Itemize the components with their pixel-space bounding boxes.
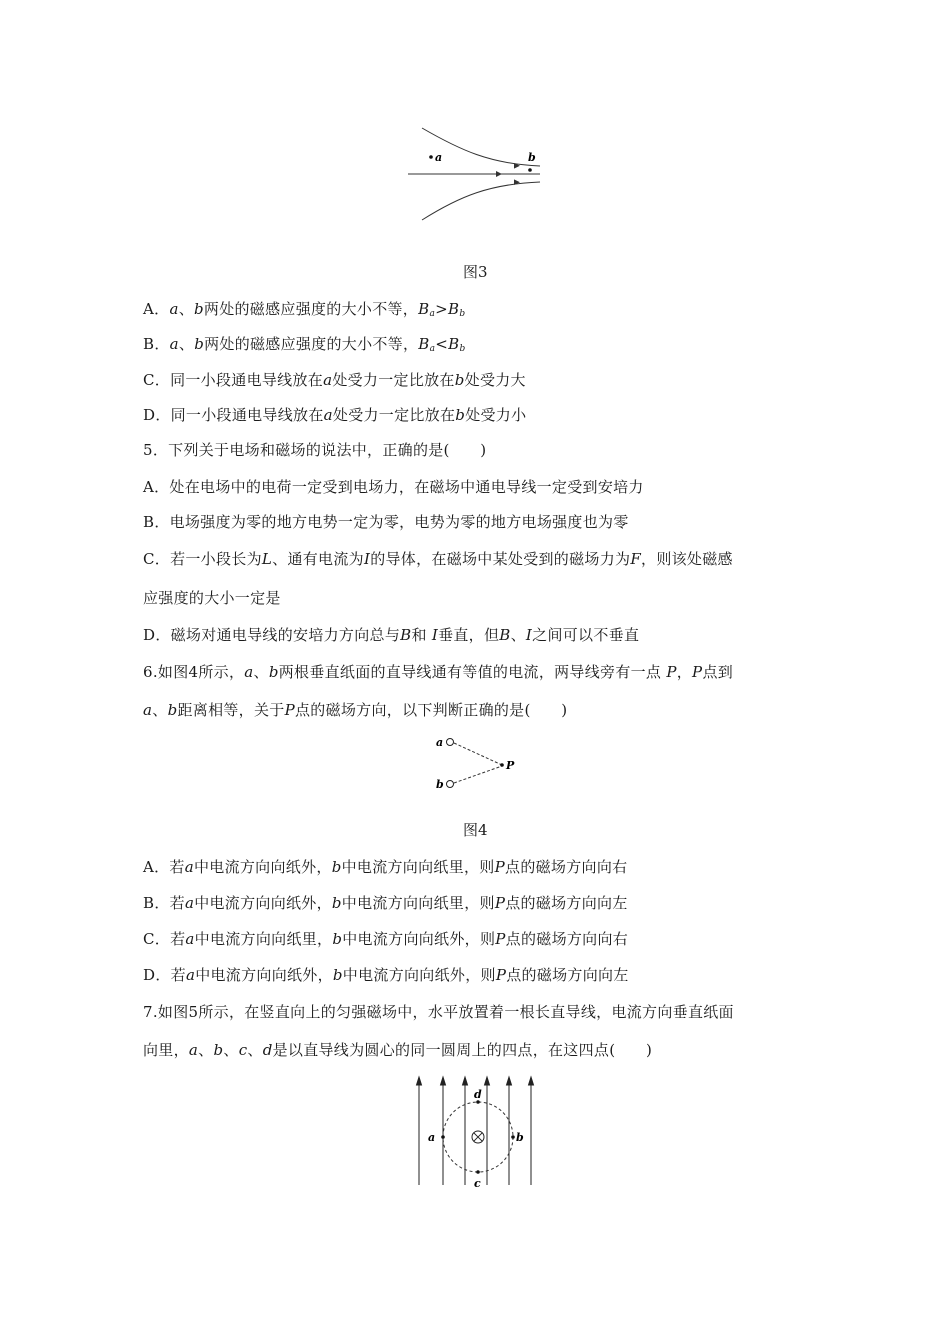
fig5-label-b: b	[516, 1131, 524, 1144]
q7-stem-line2: 向里，a、b、c、d是以直导线为圆心的同一圆周上的四点，在这四点( )	[143, 1041, 653, 1059]
figure-4-wires	[430, 730, 530, 800]
fig3-label-b: b	[528, 151, 536, 164]
q5-option-d: D．磁场对通电导线的安培力方向总与B和 I垂直，但B、I之间可以不垂直	[143, 626, 640, 644]
q7-stem-line1: 7.如图5所示，在竖直向上的匀强磁场中，水平放置着一根长直导线，电流方向垂直纸面	[143, 1003, 734, 1021]
q5-option-b: B．电场强度为零的地方电势一定为零，电势为零的地方电场强度也为零	[143, 513, 629, 531]
q4-option-a: A．a、b两处的磁感应强度的大小不等，$B_a>B_b$	[143, 300, 466, 319]
fig4-label-b: b	[436, 778, 444, 791]
q5-option-a: A．处在电场中的电荷一定受到电场力，在磁场中通电导线一定受到安培力	[143, 478, 644, 496]
q4-option-b: B．a、b两处的磁感应强度的大小不等，$B_a<B_b$	[143, 335, 466, 354]
fig5-label-a: a	[428, 1131, 436, 1144]
q6-option-d: D．若a中电流方向向纸外，b中电流方向向纸外，则P点的磁场方向向左	[143, 966, 629, 984]
fig3-label-a: a	[435, 151, 443, 164]
fig4-label-p: P	[506, 759, 515, 772]
q5-option-c-line2: 应强度的大小一定是	[143, 589, 281, 607]
q6-option-b: B．若a中电流方向向纸外，b中电流方向向纸里，则P点的磁场方向向左	[143, 894, 628, 912]
q6-stem-line1: 6.如图4所示，a、b两根垂直纸面的直导线通有等值的电流，两导线旁有一点 P，P点到	[143, 663, 734, 681]
q4-option-c: C．同一小段通电导线放在a处受力一定比放在b处受力大	[143, 371, 526, 389]
q6-option-c: C．若a中电流方向向纸里，b中电流方向向纸外，则P点的磁场方向向右	[143, 930, 629, 948]
q6-stem-line2: a、b距离相等，关于P点的磁场方向，以下判断正确的是( )	[143, 701, 568, 719]
figure-3-caption: 图3	[463, 263, 488, 281]
q5-option-c-line1: C．若一小段长为L、通有电流为I的导体，在磁场中某处受到的磁场力为F，则该处磁感	[143, 550, 733, 568]
fig5-label-c: c	[474, 1177, 481, 1190]
q5-stem: 5．下列关于电场和磁场的说法中，正确的是( )	[143, 441, 487, 459]
figure-5-magnetic-field	[410, 1075, 550, 1190]
figure-4-caption: 图4	[463, 821, 488, 839]
figure-3-field-lines	[400, 120, 550, 230]
q4-option-d: D．同一小段通电导线放在a处受力一定比放在b处受力小	[143, 406, 527, 424]
fig4-label-a: a	[436, 736, 444, 749]
q6-option-a: A．若a中电流方向向纸外，b中电流方向向纸里，则P点的磁场方向向右	[143, 858, 628, 876]
fig5-label-d: d	[474, 1088, 482, 1101]
